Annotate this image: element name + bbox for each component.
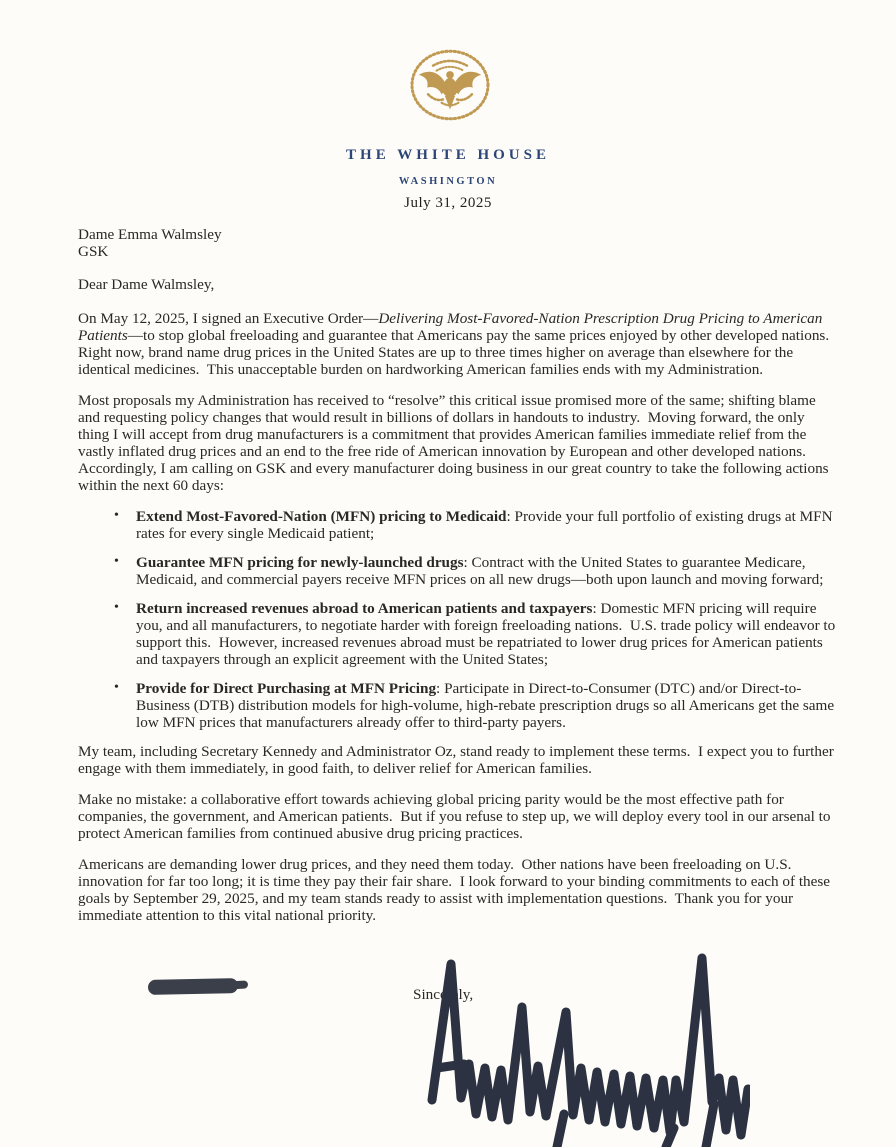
bullet-lead: Return increased revenues abroad to American patients and taxpayers [136, 600, 593, 617]
handwritten-signature [418, 952, 750, 1147]
bullet-dot-icon: • [114, 600, 119, 615]
recipient-block [78, 226, 838, 260]
bullet-text: : Domestic MFN pricing will require you, and all manufacturers, to negotiate harder with foreign freeloading nations. U.S. trade policy will endeavor to support this. However, increased revenues abroad must be repatriated to lower drug prices for American patients and taxpayers through an explicit agreement with the United States; [136, 600, 840, 668]
bullet-lead: Guarantee MFN pricing for newly-launched drugs [136, 554, 464, 571]
bullet-direct-purchasing [78, 680, 838, 731]
bullet-text: : Contract with the United States to guarantee Medicare, Medicaid, and commercial payers receive MFN prices on all new drugs—both upon launch and moving forward; [136, 554, 824, 588]
executive-order-title: Delivering Most-Favored-Nation Prescription Drug Pricing to American Patients [78, 310, 827, 344]
paragraph-demanding: Americans are demanding lower drug prices, and they need them today. Other nations have been freeloading on U.S. innovation for far too long; it is time they pay their fair share. I look forward to your binding commitments to each of these goals by September 29, 2025, and my team stands ready to assist with implementation questions. Thank you for your immediate attention to this vital national priority. [78, 856, 834, 924]
presidential-seal-icon [407, 47, 493, 123]
black-marker-redaction [148, 978, 238, 995]
paragraph-no-mistake: Make no mistake: a collaborative effort towards achieving global pricing parity would be the most effective path for companies, the government, and American patients. But if you refuse to step up, we will deploy every tool in our arsenal to protect American families from continued abusive drug pricing practices. [78, 791, 835, 842]
bullet-extend-mfn-medicaid [78, 508, 838, 542]
letterhead-organization: THE WHITE HOUSE [346, 147, 550, 163]
bullet-lead: Extend Most-Favored-Nation (MFN) pricing to Medicaid [136, 508, 507, 525]
bullet-dot-icon: • [114, 554, 119, 569]
paragraph-executive-order: On May 12, 2025, I signed an Executive Order—Delivering Most-Favored-Nation Prescription Drug Pricing to American Patients—to stop global freeloading and guarantee that Americans pay the same prices enjoyed by other developed nations. Right now, brand name drug prices in the United States are up to three times higher on average than elsewhere for the identical medicines. This unacceptable burden on hardworking American families ends with my Administration. [78, 310, 837, 378]
bullet-dot-icon: • [114, 680, 119, 695]
bullet-text: : Provide your full portfolio of existing drugs at MFN rates for every single Medicaid patient; [136, 508, 837, 542]
recipient-name: Dame Emma Walmsley [78, 226, 222, 243]
letter-body [78, 226, 838, 938]
recipient-organization: GSK [78, 243, 109, 260]
action-list [78, 508, 838, 731]
bullet-return-revenues [78, 600, 838, 668]
bullet-text: : Participate in Direct-to-Consumer (DTC) and/or Direct-to-Business (DTB) distribution models for high-volume, high-rebate prescription drugs so all Americans get the same low MFN prices that manufacturers already offer to third-party payers. [136, 680, 838, 731]
paragraph-proposals: Most proposals my Administration has received to “resolve” this critical issue promised more of the same; shifting blame and requesting policy changes that would result in billions of dollars in handouts to industry. Moving forward, the only thing I will accept from drug manufacturers is a commitment that provides American families immediate relief from the vastly inflated drug prices and an end to the free ride of American innovation by European and other developed nations. Accordingly, I am calling on GSK and every manufacturer doing business in our great country to take the following actions within the next 60 days: [78, 392, 833, 494]
paragraph-team: My team, including Secretary Kennedy and Administrator Oz, stand ready to implement these terms. I expect you to further engage with them immediately, in good faith, to deliver relief for American families. [78, 743, 838, 777]
valediction: Sincerely, [413, 986, 474, 1003]
salutation: Dear Dame Walmsley, [78, 276, 215, 293]
letter-date: July 31, 2025 [404, 195, 492, 211]
letterhead-location: WASHINGTON [398, 176, 498, 187]
bullet-guarantee-new-drugs [78, 554, 838, 588]
bullet-dot-icon: • [114, 508, 119, 523]
bullet-lead: Provide for Direct Purchasing at MFN Pricing [136, 680, 437, 697]
